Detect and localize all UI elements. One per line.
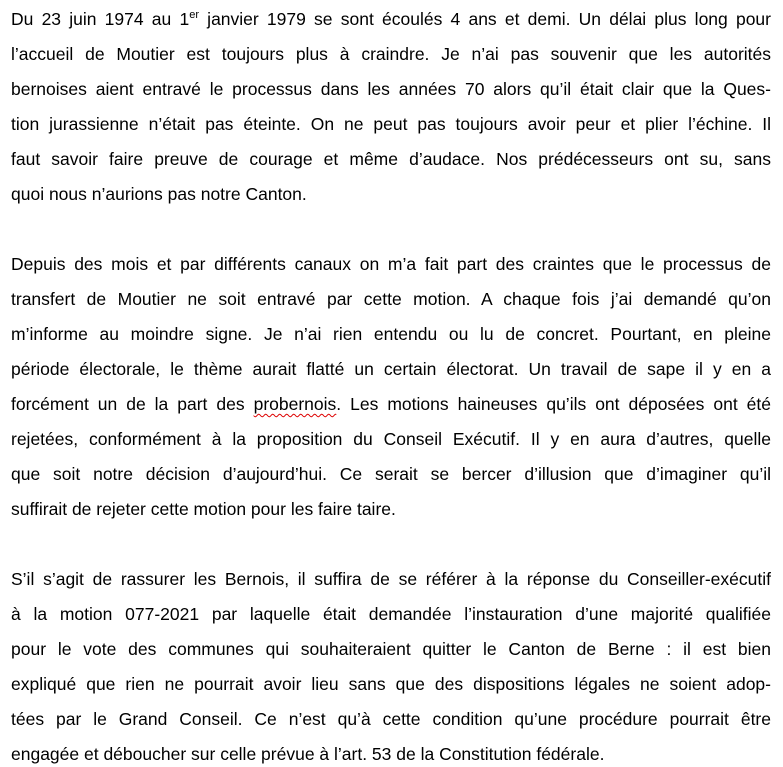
text-line [11,72,771,107]
text-line [11,632,771,667]
text-line [11,737,771,767]
text-line [11,562,771,597]
paragraph [11,562,771,767]
text-line [11,422,771,457]
text-line [11,142,771,177]
text-segment: transfert de Moutier ne soit entravé par cette motion. A chaque fois j’ai demandé qu’on [11,289,771,309]
text-segment: Du 23 juin 1974 au 1 [11,9,190,29]
text-line [11,492,771,527]
text-line [11,247,771,282]
text-segment: bernoises aient entravé le processus dans les années 70 alors qu’il était clair que la Ques- [11,79,771,99]
text-segment: période électorale, le thème aurait flatté un certain électorat. Un travail de sape il y en a [11,359,771,379]
text-line [11,2,771,37]
text-segment: forcément un de la part des [11,394,254,414]
text-segment: que soit notre décision d’aujourd’hui. Ce serait se bercer d’illusion que d’imaginer qu’il [11,464,771,484]
text-line [11,457,771,492]
misspelled-word: probernois [253,394,337,414]
text-segment: tées par le Grand Conseil. Ce n’est qu’à cette condition qu’une procédure pourrait être [11,709,771,729]
paragraph [11,2,771,212]
text-segment: faut savoir faire preuve de courage et même d’audace. Nos prédécesseurs ont su, sans [11,149,771,169]
text-line [11,352,771,387]
text-line [11,667,771,702]
text-segment: pour le vote des communes qui souhaiteraient quitter le Canton de Berne : il est bien [11,639,771,659]
text-segment: tion jurassienne n’était pas éteinte. On ne peut pas toujours avoir peur et plier l’échine. Il [11,114,771,134]
text-line [11,107,771,142]
text-line [11,597,771,632]
text-line [11,37,771,72]
text-segment: rejetées, conformément à la proposition du Conseil Exécutif. Il y en aura d’autres, quelle [11,429,771,449]
text-line [11,282,771,317]
paragraph [11,247,771,527]
text-segment: expliqué que rien ne pourrait avoir lieu sans que des dispositions légales ne soient adop- [11,674,771,694]
text-segment: S’il s’agit de rassurer les Bernois, il suffira de se référer à la réponse du Conseiller-exécutif [11,569,771,589]
text-segment: engagée et déboucher sur celle prévue à l’art. 53 de la Constitution fédérale. [11,744,605,764]
text-segment: . Les motions haineuses qu’ils ont déposées ont été [336,394,771,414]
text-line [11,387,771,422]
text-segment: suffirait de rejeter cette motion pour les faire taire. [11,499,396,519]
text-segment: à la motion 077-2021 par laquelle était demandée l’instauration d’une majorité qualifiée [11,604,771,624]
paragraphs-container [11,2,771,767]
text-segment: Depuis des mois et par différents canaux on m’a fait part des craintes que le processus de [11,254,771,274]
text-segment: janvier 1979 se sont écoulés 4 ans et demi. Un délai plus long pour [198,9,771,29]
text-segment: quoi nous n’aurions pas notre Canton. [11,184,307,204]
text-segment: l’accueil de Moutier est toujours plus à craindre. Je n’ai pas souvenir que les autorités [11,44,771,64]
text-segment: m’informe au moindre signe. Je n’ai rien entendu ou lu de concret. Pourtant, en pleine [11,324,771,344]
superscript-ordinal: er [189,9,199,22]
text-line [11,702,771,737]
text-line [11,317,771,352]
text-line [11,177,771,212]
